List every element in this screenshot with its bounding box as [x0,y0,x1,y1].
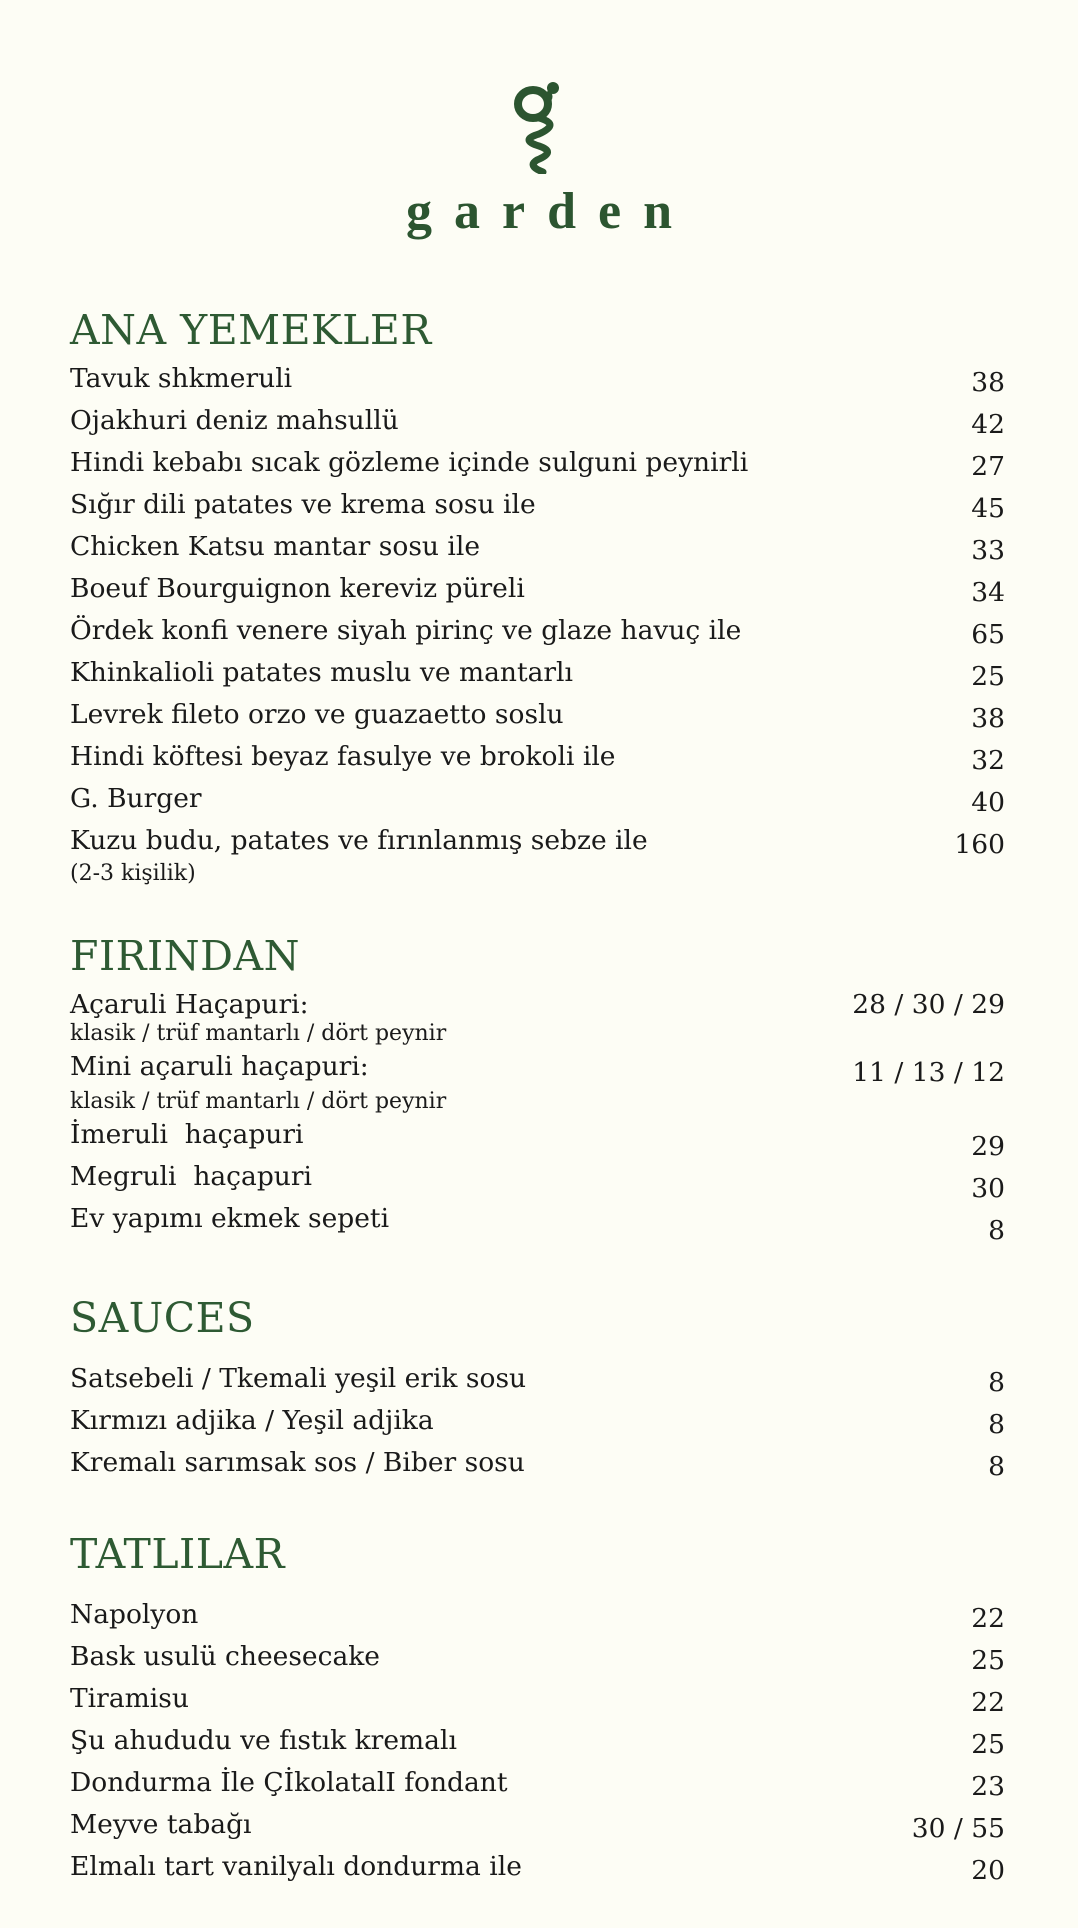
item-name: Kremalı sarımsak sos / Biber sosu [70,1447,525,1478]
item-name: Megruli haçapuri [70,1161,312,1192]
item-name: Şu ahududu ve fıstık kremalı [70,1725,457,1756]
item-name: Sığır dili patates ve krema sosu ile [70,489,536,520]
menu-item [70,1402,1005,1444]
item-name: Kuzu budu, patates ve fırınlanmış sebze ile [70,825,648,856]
menu-item [70,1048,1005,1092]
section-tatlilar [70,1524,1005,1890]
item-price: 160 [954,829,1005,860]
menu-item [70,1764,1005,1806]
item-name: Kırmızı adjika / Yeşil adjika [70,1405,434,1436]
item-price: 32 [971,745,1005,776]
logo-wordmark: garden [406,183,694,240]
item-price: 8 [988,1451,1005,1482]
item-price: 27 [971,451,1005,482]
section-title: TATLILAR [70,1530,285,1578]
menu-item [70,570,1005,612]
menu-item [70,738,1005,780]
menu-item [70,528,1005,570]
item-price: 22 [971,1687,1005,1718]
menu-item [70,654,1005,696]
item-name: Elmalı tart vanilyalı dondurma ile [70,1851,522,1882]
item-name: Tavuk shkmeruli [70,363,293,394]
item-price: 38 [971,367,1005,398]
item-name: Dondurma İle ÇİkolatalI fondant [70,1767,508,1798]
item-price: 33 [971,535,1005,566]
section-firindan [70,926,1005,1250]
item-name: Ev yapımı ekmek sepeti [70,1203,390,1234]
item-name: Satsebeli / Tkemali yeşil erik sosu [70,1363,527,1394]
section-sauces [70,1288,1005,1486]
section-title: ANA YEMEKLER [70,306,432,354]
item-name: Tiramisu [70,1683,189,1714]
menu-item [70,1638,1005,1680]
item-name: Boeuf Bourguignon kereviz püreli [70,573,525,604]
menu-item [70,1200,1005,1250]
item-name: İmeruli haçapuri [70,1119,304,1150]
menu-item [70,1360,1005,1402]
item-price: 22 [971,1603,1005,1634]
menu-item [70,1680,1005,1722]
item-price: 25 [971,1729,1005,1760]
item-price: 42 [971,409,1005,440]
item-name: Açaruli Haçapuri: [70,989,309,1020]
item-name: Hindi köftesi beyaz fasulye ve brokoli ile [70,741,616,772]
item-price: 25 [971,1645,1005,1676]
menu-content [70,300,1005,1928]
menu-item [70,822,1005,864]
item-note: klasik / trüf mantarlı / dört peynir [70,1089,447,1114]
item-name: Chicken Katsu mantar sosu ile [70,531,481,562]
menu-item [70,402,1005,444]
item-price: 30 [971,1173,1005,1204]
item-price: 25 [971,661,1005,692]
monogram-svg-icon [509,82,569,174]
item-price: 34 [971,577,1005,608]
section-title: SAUCES [70,1294,255,1342]
menu-item [70,780,1005,822]
item-name: Bask usulü cheesecake [70,1641,380,1672]
menu-item [70,986,1005,1024]
item-price: 8 [988,1409,1005,1440]
section-title: FIRINDAN [70,932,300,980]
item-price: 23 [971,1771,1005,1802]
garden-g-monogram-icon [0,82,1078,174]
item-name: Mini açaruli haçapuri: [70,1051,369,1082]
menu-item [70,612,1005,654]
item-note: (2-3 kişilik) [70,861,196,886]
item-name: Levrek fileto orzo ve guazaetto soslu [70,699,564,730]
item-name: G. Burger [70,783,202,814]
item-name: Ojakhuri deniz mahsullü [70,405,399,436]
item-price: 28 / 30 / 29 [852,989,1005,1020]
menu-item [70,1596,1005,1638]
menu-item [70,444,1005,486]
item-name: Ördek konfi venere siyah pirinç ve glaze havuç ile [70,615,742,646]
item-price: 45 [971,493,1005,524]
item-price: 65 [971,619,1005,650]
item-name: Hindi kebabı sıcak gözleme içinde sulguni peynirli [70,447,749,478]
garden-logo [0,82,1078,241]
menu-item [70,1722,1005,1764]
item-price: 29 [971,1131,1005,1162]
item-name: Khinkalioli patates muslu ve mantarlı [70,657,574,688]
item-price: 20 [971,1855,1005,1886]
menu-item [70,1806,1005,1848]
section-ana-yemekler [70,300,1005,888]
item-name: Meyve tabağı [70,1809,252,1840]
menu-item [70,1848,1005,1890]
item-note: klasik / trüf mantarlı / dört peynir [70,1021,447,1046]
menu-item [70,360,1005,402]
item-price: 11 / 13 / 12 [852,1057,1005,1088]
menu-item [70,486,1005,528]
menu-item [70,696,1005,738]
item-price: 8 [988,1215,1005,1246]
item-price: 30 / 55 [911,1813,1005,1844]
menu-item [70,1444,1005,1486]
item-name: Napolyon [70,1599,199,1630]
item-price: 8 [988,1367,1005,1398]
item-price: 38 [971,703,1005,734]
item-price: 40 [971,787,1005,818]
